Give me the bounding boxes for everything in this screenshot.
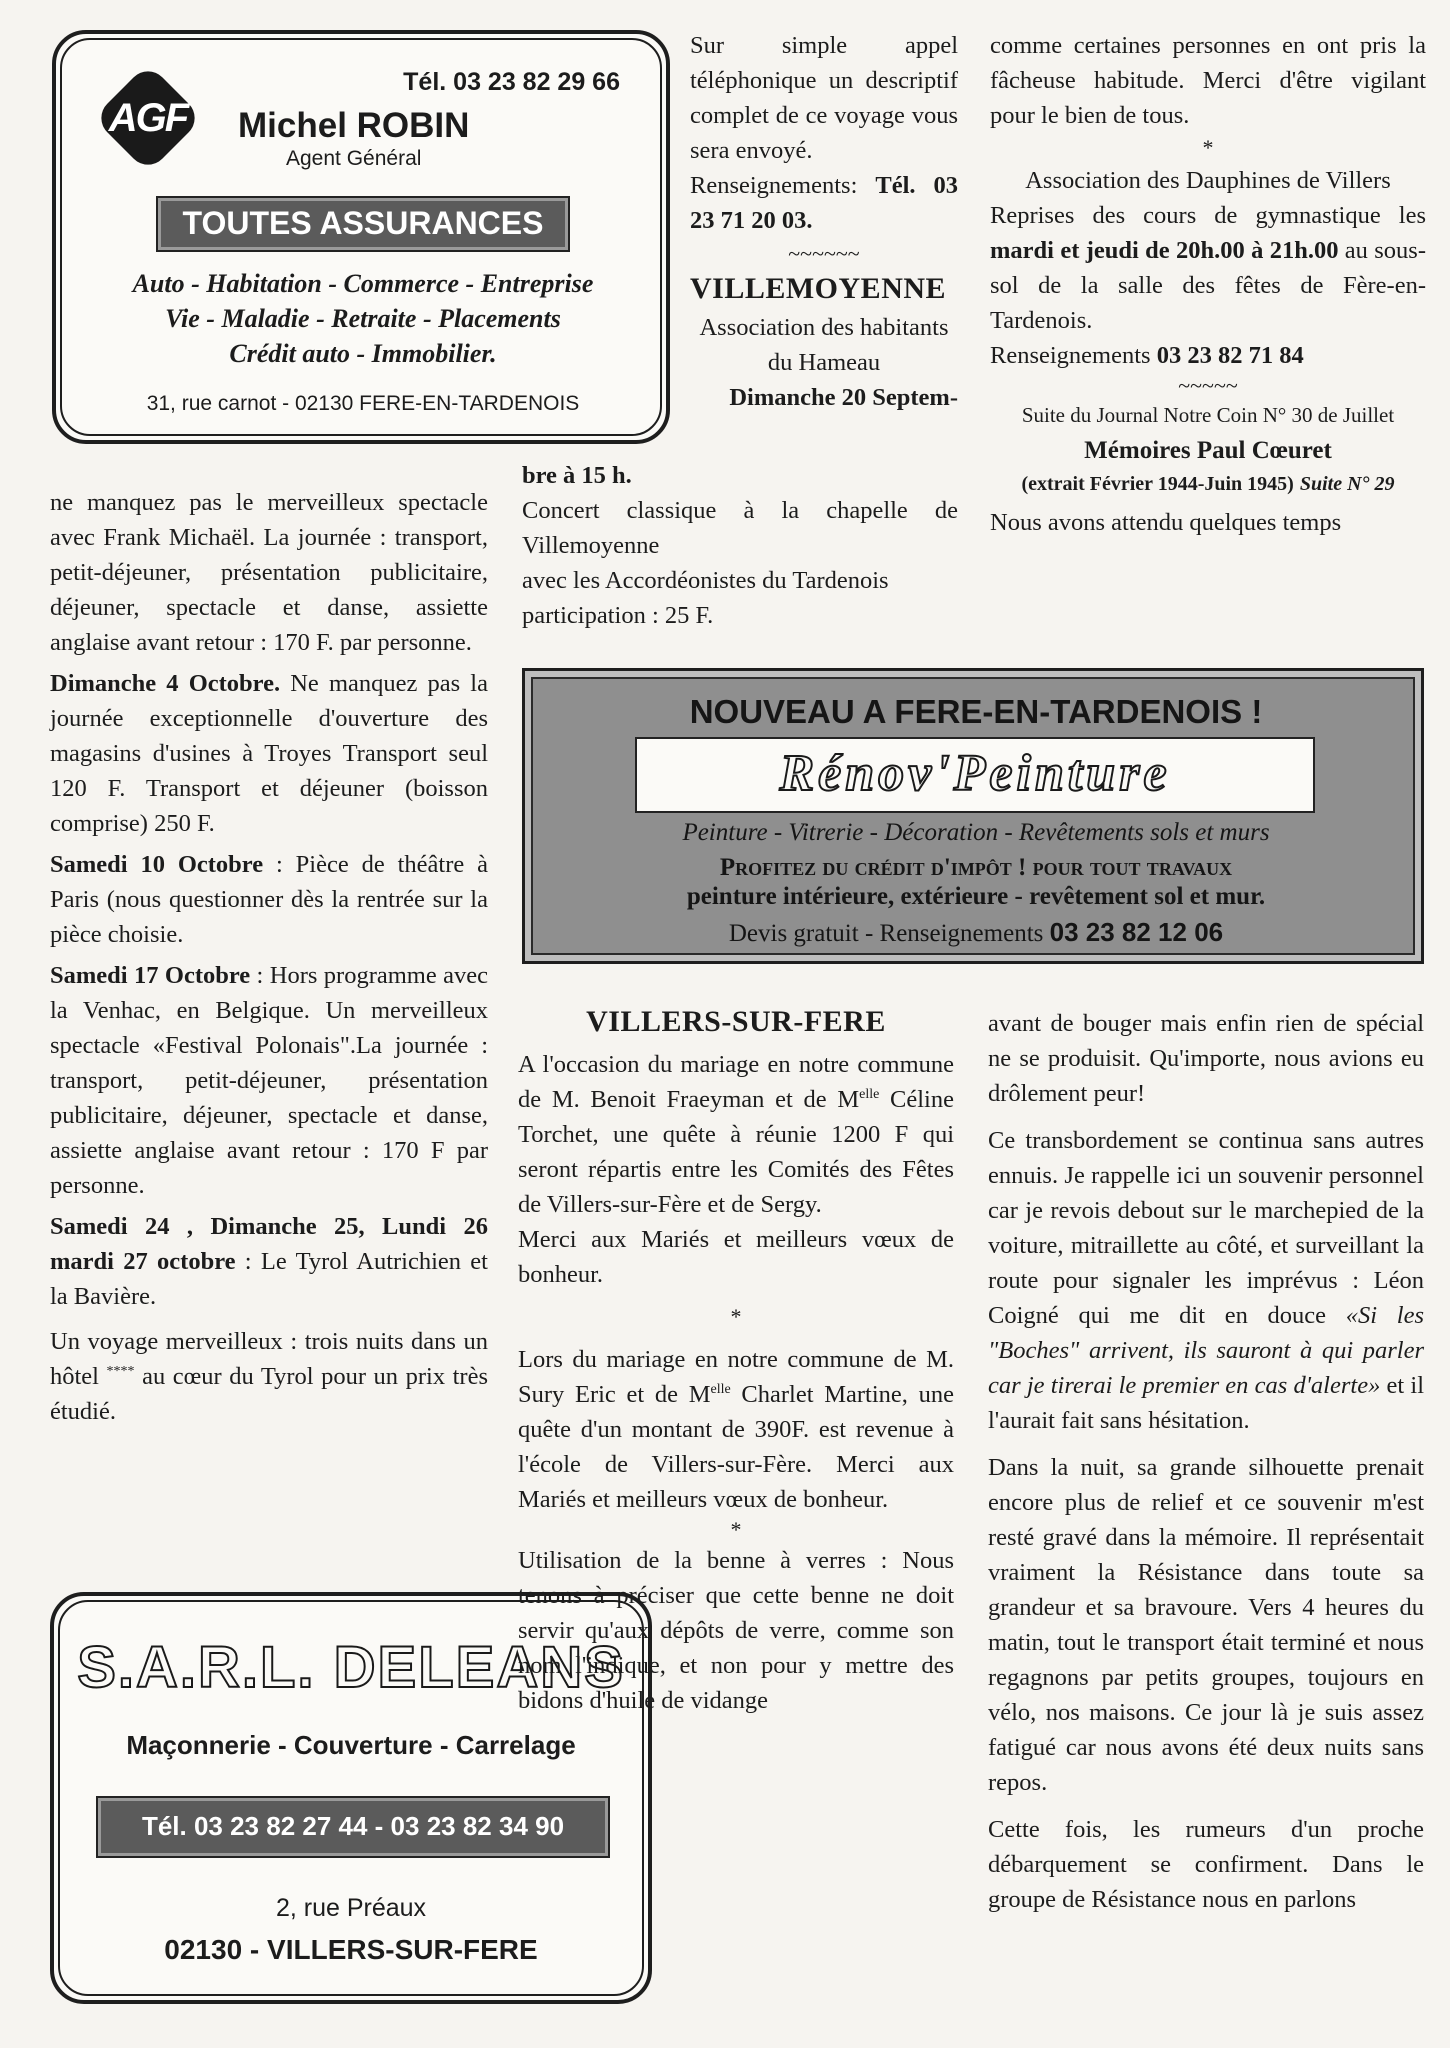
date-label: Samedi 24 , Dimanche 25, Lundi 26 mardi 27 octobre (50, 1213, 488, 1275)
villemoyenne-date-part1: Dimanche 20 Septem- (729, 384, 958, 411)
voyage-renseignements (690, 168, 958, 238)
title-abbrev: elle (859, 1086, 880, 1102)
section-title-villemoyenne: VILLEMOYENNE (690, 272, 947, 305)
phone-number: 03 23 82 71 84 (1156, 342, 1304, 369)
paragraph-text: Un voyage merveilleux : trois nuits dans un hôtel (50, 1328, 488, 1390)
villemoyenne-accordeon: avec les Accordéonistes du Tardenois (522, 567, 889, 594)
separator-star: * (730, 1304, 742, 1329)
column-1 (50, 485, 488, 1435)
memoires-p2 (988, 1123, 1424, 1438)
agf-address: 31, rue carnot - 02130 FERE-EN-TARDENOIS (146, 392, 580, 415)
renov-peinture-advertisement (522, 668, 1424, 964)
paragraph-text: Reprises des cours de gymnastique les (990, 202, 1426, 229)
agf-role: Agent Général (286, 147, 422, 170)
tyrol-description (50, 1324, 488, 1429)
villemoyenne-assoc: Association des habitants du Hameau (699, 314, 949, 376)
agf-advertisement (52, 30, 670, 444)
renov-phone: 03 23 82 12 06 (1049, 917, 1224, 947)
paragraph-text: Ne manquez pas la journée exceptionnelle d'ouverture des magasins d'usines à Troyes Transport seul 120 F. Transport et déjeuner (boisson comprise) 250 F. (50, 670, 488, 837)
trip-theatre (50, 847, 488, 952)
agf-phone: Tél. 03 23 82 29 66 (403, 68, 620, 96)
paragraph-text: A l'occasion du mariage en notre commune de M. Benoit Fraeyman et de M (518, 1051, 954, 1113)
separator: ~~~~~~ (788, 241, 860, 266)
phone-number: Tél. 03 23 71 20 03. (690, 172, 958, 234)
column-2-top (690, 28, 958, 421)
renov-promo-line2: peinture intérieure, extérieure - revêtement sol et mur. (686, 883, 1266, 910)
paragraph-text: : Le Tyrol Autrichien et la Bavière. (50, 1248, 488, 1310)
paragraph-text: Charlet Martine, une quête d'un montant de 390F. est revenue à l'école de Villers-sur-Fère. Merci aux Mariés et meilleurs vœux de bonheur. (518, 1381, 954, 1513)
paragraph-text: au cœur du Tyrol pour un prix très étudié. (50, 1363, 488, 1425)
renov-brand: Rénov'Peinture (635, 737, 1315, 813)
deleans-name: S.A.R.L. DELEANS (77, 1635, 625, 1700)
agf-services (66, 266, 660, 371)
agf-line2: Vie - Maladie - Retraite - Placements (165, 304, 561, 333)
villemoyenne-participation: participation : 25 F. (522, 602, 714, 629)
separator-star: * (1202, 135, 1214, 160)
renov-headline: NOUVEAU A FERE-EN-TARDENOIS ! (689, 693, 1263, 730)
suite-journal: Suite du Journal Notre Coin N° 30 de Juillet (1021, 403, 1395, 427)
memoires-p4: Cette fois, les rumeurs d'un proche débarquement se confirment. Dans le groupe de Résistance nous en parlons (988, 1816, 1424, 1913)
paragraph-text: Renseignements: (690, 172, 858, 199)
paragraph-text: Renseignements (990, 342, 1151, 369)
renov-devis (525, 917, 1427, 948)
gym-renseignements (990, 338, 1426, 373)
title-abbrev: elle (710, 1381, 731, 1397)
benne-verres: Utilisation de la benne à verres : Nous tenons à préciser que cette benne ne doit servir qu'aux dépôts de verre, comme son nom l'indique, et non pour y mettre des bidons d'huile de vidange (518, 1547, 954, 1714)
renov-services: Peinture - Vitrerie - Décoration - Revêtements sols et murs (682, 819, 1270, 846)
devis-text: Devis gratuit - Renseignements (728, 920, 1044, 947)
agf-name: Michel ROBIN (238, 106, 470, 145)
memoires-p1: avant de bouger mais enfin rien de spécial ne se produisit. Qu'importe, nous avions eu drôlement peur! (988, 1010, 1424, 1107)
agf-logo-text: AGF (108, 96, 188, 140)
trip-tyrol (50, 1209, 488, 1314)
trip-frank-michael: ne manquez pas le merveilleux spectacle avec Frank Michaël. La journée : transport, petit-déjeuner, présentation publicitaire, déjeuner, spectacle et danse, assiette anglaise avant retour : 170 F. par personne. (50, 489, 488, 656)
gym-schedule: mardi et jeudi de 20h.00 à 21h.00 (990, 237, 1339, 264)
villemoyenne-concert: Concert classique à la chapelle de Villemoyenne (522, 497, 958, 559)
mariage-sury (518, 1342, 954, 1517)
separator-star: * (730, 1517, 742, 1542)
column-3-top (990, 28, 1426, 546)
renov-promo-line1: Profitez du crédit d'impôt ! pour tout travaux (719, 854, 1233, 881)
villemoyenne-date-part2: bre à 15 h. (522, 462, 632, 489)
column-2-bottom (518, 1005, 954, 1724)
date-label: Dimanche 4 Octobre. (50, 670, 281, 697)
hotel-stars: **** (106, 1363, 135, 1379)
trip-belgique (50, 958, 488, 1203)
gym-text (990, 198, 1426, 338)
merci-maries: Merci aux Mariés et meilleurs vœux de bonheur. (518, 1226, 954, 1288)
memoires-title: Mémoires Paul Cœuret (1084, 437, 1332, 464)
suite-number: Suite N° 29 (1299, 473, 1395, 495)
column-3-bottom (988, 1006, 1424, 1923)
deleans-trades: Maçonnerie - Couverture - Carrelage (126, 1730, 576, 1760)
paragraph-text: au sous-sol de la salle des fêtes de Fère-en-Tardenois. (990, 237, 1427, 334)
date-label: Samedi 10 Octobre (50, 851, 264, 878)
vigilance-text: comme certaines personnes en ont pris la fâcheuse habitude. Merci d'être vigilant pour le bien de tous. (990, 32, 1426, 129)
paragraph-text: : Hors programme avec la Venhac, en Belgique. Un merveilleux spectacle «Festival Polonais".La journée : transport, petit-déjeuner, présentation publicitaire, déjeuner, spectacle et danse, assiette anglaise avant retour : 170 F par personne. (50, 962, 488, 1199)
separator: ~~~~~ (1178, 373, 1238, 398)
deleans-city: 02130 - VILLERS-SUR-FERE (164, 1934, 538, 1965)
agf-line1: Auto - Habitation - Commerce - Entreprise (132, 269, 594, 298)
agf-band: TOUTES ASSURANCES (156, 196, 570, 252)
section-title-villers: VILLERS-SUR-FERE (586, 1005, 886, 1038)
voyage-info: Sur simple appel téléphonique un descriptif complet de ce voyage vous sera envoyé. (690, 32, 958, 164)
agf-line3: Crédit auto - Immobilier. (229, 339, 497, 368)
column-2-continued (522, 458, 958, 639)
deleans-phone: Tél. 03 23 82 27 44 - 03 23 82 34 90 (96, 1796, 610, 1858)
paragraph-text: Céline Torchet, une quête à réunie 1200 F qui seront répartis entre les Comités des Fêtes de Villers-sur-Fère et de Sergy. (518, 1086, 954, 1218)
extrait-text: (extrait Février 1944-Juin 1945) (1021, 473, 1294, 495)
paragraph-text: et il l'aurait fait sans hésitation. (988, 1372, 1425, 1434)
paragraph-text: Lors du mariage en notre commune de M. Sury Eric et de M (518, 1346, 954, 1408)
memoires-text-start: Nous avons attendu quelques temps (990, 509, 1342, 536)
quote-text: «Si les "Boches" arrivent, ils sauront à qui parler car je tirerai le premier en cas d'alerte» (988, 1302, 1424, 1399)
date-label: Samedi 17 Octobre (50, 962, 251, 989)
paragraph-text: : Pièce de théâtre à Paris (nous questionner dès la rentrée sur la pièce choisie. (50, 851, 488, 948)
mariage-fraeyman (518, 1047, 954, 1222)
trip-troyes (50, 666, 488, 841)
renov-promo (525, 853, 1427, 911)
deleans-address: 2, rue Préaux (275, 1894, 427, 1922)
memoires-p3: Dans la nuit, sa grande silhouette prenait encore plus de relief et ce souvenir m'est resté gravé dans la mémoire. Il représentait vraiment la Résistance dans toute sa grandeur et sa bravoure. Vers 4 heures du matin, tout le transport était terminé et nous regagnons par petits groupes, toujours en vélo, nos maisons. Ce jour là je suis assez fatigué car nous avons été deux nuits sans repos. (988, 1454, 1424, 1796)
paragraph-text: Ce transbordement se continua sans autres ennuis. Je rappelle ici un souvenir personnel car je revois debout sur le marchepied de la voiture, mitraillette au côté, et surveillant la route pour signaler les imprévus : Léon Coigné qui me dit en douce (988, 1127, 1424, 1329)
dauphines-assoc: Association des Dauphines de Villers (1025, 167, 1391, 194)
memoires-extrait (990, 471, 1426, 497)
